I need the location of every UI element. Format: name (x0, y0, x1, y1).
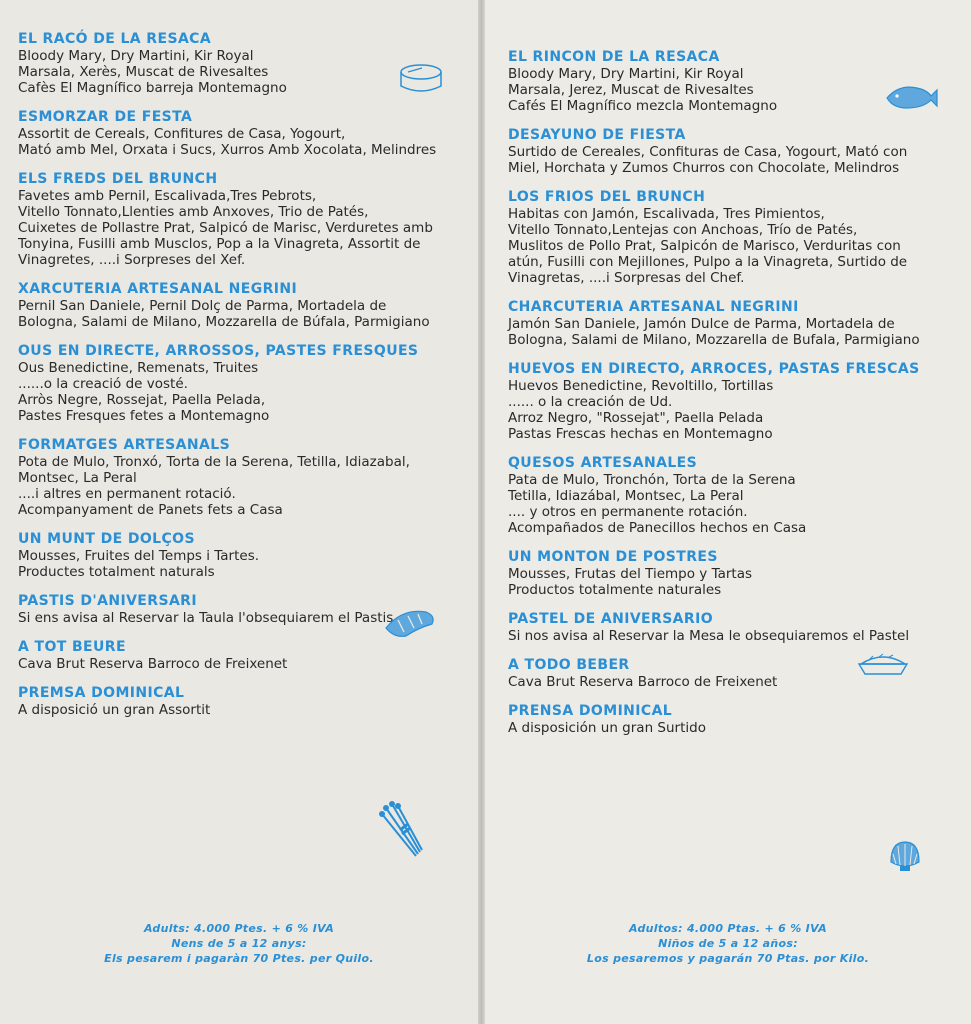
section-title: ELS FREDS DEL BRUNCH (18, 171, 218, 187)
pie-icon (857, 650, 909, 678)
menu-section (508, 702, 963, 736)
section-line: ...... o la creación de Ud. (508, 394, 673, 410)
section-line: A disposición un gran Surtido (508, 720, 706, 736)
menu-panel-catalan (0, 0, 478, 1024)
cheese-icon (398, 62, 444, 96)
section-line: Pastes Fresques fetes a Montemagno (18, 408, 270, 424)
section-line: Cava Brut Reserva Barroco de Freixenet (18, 656, 288, 672)
section-line: Pata de Mulo, Tronchón, Torta de la Serena (508, 472, 796, 488)
price-footer (485, 921, 971, 966)
menu-section (508, 298, 963, 348)
section-line: atún, Fusilli con Mejillones, Pulpo a la Vinagreta, Surtido de (508, 254, 908, 270)
section-line: Arròs Negre, Rossejat, Paella Pelada, (18, 392, 266, 408)
fish-icon (883, 80, 939, 112)
section-line: .... y otros en permanente rotación. (508, 504, 748, 520)
section-line: Vinagretas, ....i Sorpresas del Chef. (508, 270, 745, 286)
section-line: Acompanyament de Panets fets a Casa (18, 502, 283, 518)
price-footer (0, 921, 478, 966)
footer-line: Els pesarem i pagaràn 70 Ptes. per Quilo. (104, 952, 374, 965)
section-line: Productos totalmente naturales (508, 582, 722, 598)
section-line: Si ens avisa al Reservar la Taula l'obsequiarem el Pastis (18, 610, 394, 626)
section-title: OUS EN DIRECTE, ARROSSOS, PASTES FRESQUES (18, 343, 419, 359)
section-line: ......o la creació de vosté. (18, 376, 188, 392)
section-line: Cuixetes de Pollastre Prat, Salpicó de Marisc, Verduretes amb (18, 220, 433, 236)
section-title: UN MUNT DE DOLÇOS (18, 531, 195, 547)
section-line: ....i altres en permanent rotació. (18, 486, 236, 502)
section-line: Pernil San Daniele, Pernil Dolç de Parma, Mortadela de (18, 298, 387, 314)
menu-section (18, 108, 468, 158)
menu-section (18, 530, 468, 580)
section-line: Jamón San Daniele, Jamón Dulce de Parma, Mortadela de (508, 316, 895, 332)
section-title: ESMORZAR DE FESTA (18, 109, 193, 125)
section-line: Mousses, Frutas del Tiempo y Tartas (508, 566, 753, 582)
section-title: CHARCUTERIA ARTESANAL NEGRINI (508, 299, 799, 315)
section-title: A TODO BEBER (508, 657, 630, 673)
menu-section (508, 126, 963, 176)
footer-line: Nens de 5 a 12 anys: (171, 937, 307, 950)
section-line: Acompañados de Panecillos hechos en Casa (508, 520, 807, 536)
section-line: Cava Brut Reserva Barroco de Freixenet (508, 674, 778, 690)
section-line: Arroz Negro, "Rossejat", Paella Pelada (508, 410, 764, 426)
section-line: Tetilla, Idiazábal, Montsec, La Peral (508, 488, 744, 504)
section-line: Tonyina, Fusilli amb Musclos, Pop a la Vinagreta, Assortit de (18, 236, 421, 252)
section-line: Cafés El Magnífico mezcla Montemagno (508, 98, 778, 114)
section-title: A TOT BEURE (18, 639, 126, 655)
menu-section (508, 188, 963, 286)
section-title: LOS FRIOS DEL BRUNCH (508, 189, 706, 205)
section-line: Bloody Mary, Dry Martini, Kir Royal (508, 66, 744, 82)
section-line: Bologna, Salami de Milano, Mozzarella de Bufala, Parmigiano (508, 332, 920, 348)
section-line: Mousses, Fruites del Temps i Tartes. (18, 548, 260, 564)
menu-section (508, 610, 963, 644)
menu-section (18, 170, 468, 268)
section-title: EL RINCON DE LA RESACA (508, 49, 720, 65)
section-line: Ous Benedictine, Remenats, Truites (18, 360, 259, 376)
section-line: Favetes amb Pernil, Escalivada,Tres Pebrots, (18, 188, 317, 204)
page-fold (478, 0, 485, 1024)
section-line: Marsala, Jerez, Muscat de Rivesaltes (508, 82, 754, 98)
section-title: XARCUTERIA ARTESANAL NEGRINI (18, 281, 298, 297)
section-line: Pota de Mulo, Tronxó, Torta de la Serena, Tetilla, Idiazabal, (18, 454, 410, 470)
section-line: Assortit de Cereals, Confitures de Casa, Yogourt, (18, 126, 346, 142)
section-title: DESAYUNO DE FIESTA (508, 127, 686, 143)
section-line: Huevos Benedictine, Revoltillo, Tortillas (508, 378, 774, 394)
section-title: PRENSA DOMINICAL (508, 703, 673, 719)
asparagus-icon (378, 800, 428, 862)
menu-section (18, 684, 468, 718)
section-line: Pastas Frescas hechas en Montemagno (508, 426, 773, 442)
section-title: QUESOS ARTESANALES (508, 455, 698, 471)
menu-section (18, 638, 468, 672)
section-line: A disposició un gran Assortit (18, 702, 211, 718)
section-line: Bologna, Salami de Milano, Mozzarella de Búfala, Parmigiano (18, 314, 430, 330)
section-title: HUEVOS EN DIRECTO, ARROCES, PASTAS FRESCAS (508, 361, 920, 377)
section-line: Muslitos de Pollo Prat, Salpicón de Marisco, Verduritas con (508, 238, 901, 254)
section-line: Marsala, Xerès, Muscat de Rivesaltes (18, 64, 269, 80)
menu-section (18, 342, 468, 424)
menu-section (18, 436, 468, 518)
section-title: PASTIS D'ANIVERSARI (18, 593, 197, 609)
section-line: Vinagretes, ....i Sorpreses del Xef. (18, 252, 246, 268)
section-line: Vitello Tonnato,Llenties amb Anxoves, Trio de Patés, (18, 204, 369, 220)
section-line: Miel, Horchata y Zumos Churros con Chocolate, Melindros (508, 160, 900, 176)
section-line: Vitello Tonnato,Lentejas con Anchoas, Trío de Patés, (508, 222, 858, 238)
section-line: Productes totalment naturals (18, 564, 215, 580)
section-line: Bloody Mary, Dry Martini, Kir Royal (18, 48, 254, 64)
footer-line: Adultos: 4.000 Ptas. + 6 % IVA (629, 922, 827, 935)
section-title: PASTEL DE ANIVERSARIO (508, 611, 714, 627)
footer-line: Niños de 5 a 12 años: (658, 937, 798, 950)
section-line: Montsec, La Peral (18, 470, 137, 486)
footer-line: Los pesaremos y pagarán 70 Ptas. por Kilo. (586, 952, 870, 965)
section-line: Si nos avisa al Reservar la Mesa le obsequiaremos el Pastel (508, 628, 910, 644)
menu-section (18, 280, 468, 330)
section-title: PREMSA DOMINICAL (18, 685, 185, 701)
menu-panel-spanish (485, 0, 971, 1024)
menu-section (508, 548, 963, 598)
menu-section (508, 360, 963, 442)
section-title: UN MONTON DE POSTRES (508, 549, 718, 565)
croissant-icon (384, 606, 436, 640)
section-list (508, 48, 963, 736)
section-line: Habitas con Jamón, Escalivada, Tres Pimientos, (508, 206, 825, 222)
section-title: FORMATGES ARTESANALS (18, 437, 231, 453)
section-line: Surtido de Cereales, Confituras de Casa, Yogourt, Mató con (508, 144, 908, 160)
section-line: Cafès El Magnífico barreja Montemagno (18, 80, 287, 96)
section-title: EL RACÓ DE LA RESACA (18, 31, 212, 47)
shell-icon (887, 838, 923, 874)
footer-line: Adults: 4.000 Ptes. + 6 % IVA (143, 922, 335, 935)
section-line: Mató amb Mel, Orxata i Sucs, Xurros Amb Xocolata, Melindres (18, 142, 437, 158)
menu-section (508, 454, 963, 536)
